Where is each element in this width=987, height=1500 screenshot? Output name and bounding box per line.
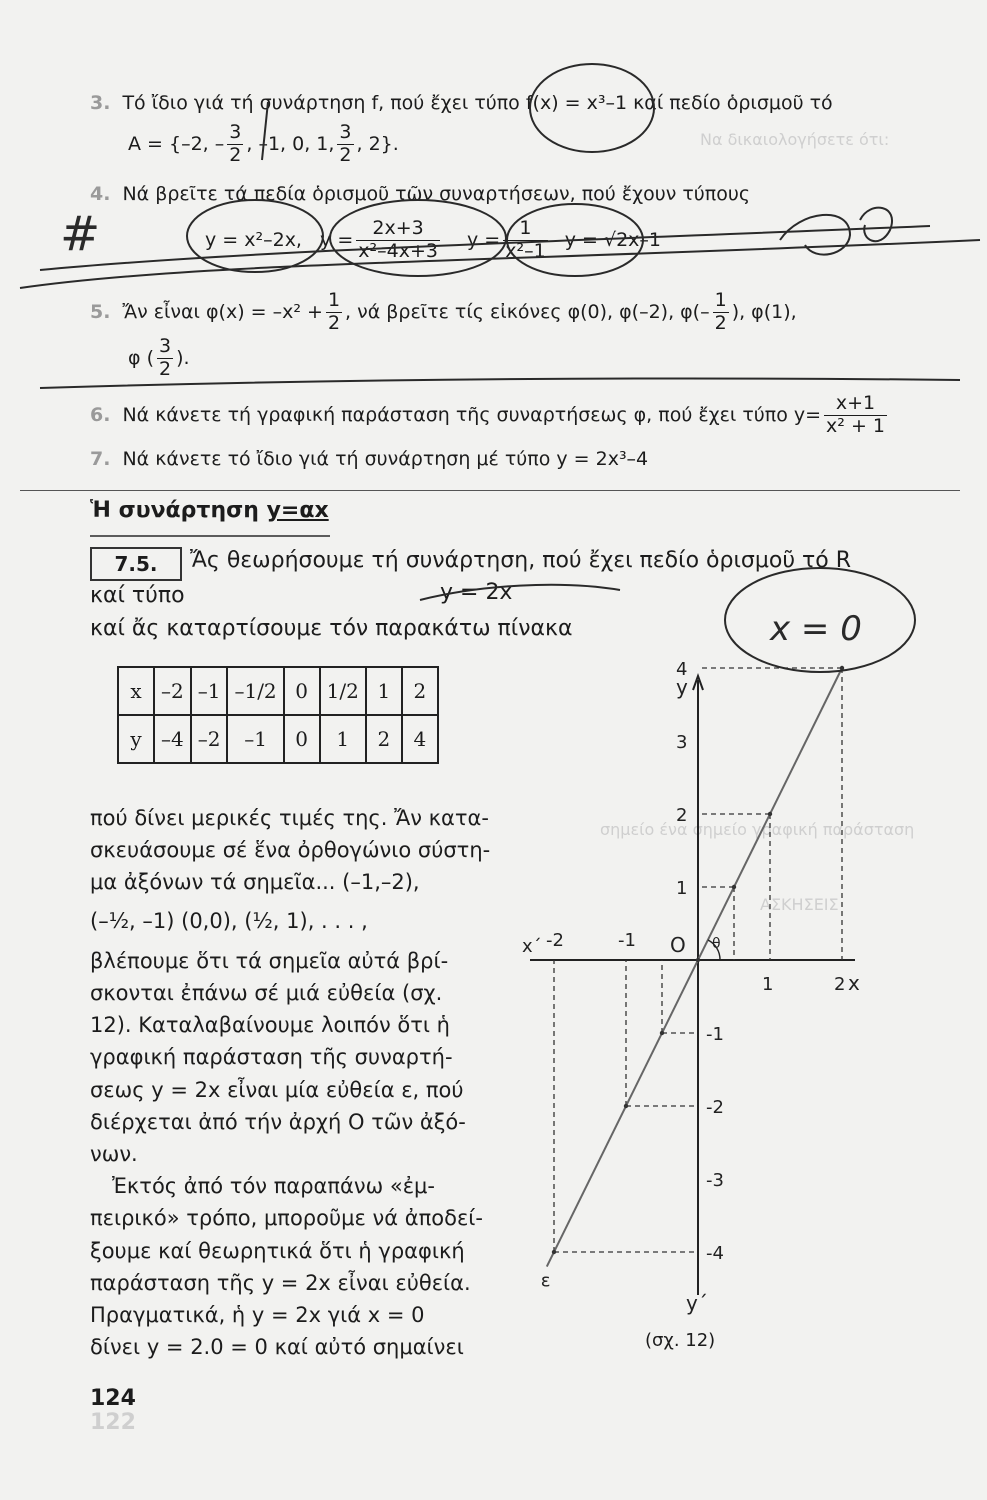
- numerator: 3: [339, 121, 352, 143]
- data-point: [768, 812, 772, 816]
- y-tick-label: 2: [676, 805, 688, 826]
- numerator: x+1: [835, 392, 876, 414]
- y-prime-label: y΄: [686, 1291, 708, 1315]
- section-title: [90, 498, 329, 523]
- body-line: παράσταση τῆς y = 2x εἶναι εὐθεία.: [90, 1270, 471, 1295]
- set-text: , 2}.: [356, 132, 399, 155]
- numerator: 2x+3: [372, 217, 424, 239]
- data-point: [732, 885, 736, 889]
- angle-label: θ: [712, 936, 721, 952]
- exercise-text: Νά κάνετε τή γραφική παράσταση τῆς συναρτήσεως φ, πού ἔχει τύπο y=: [122, 403, 822, 426]
- table-cell: 1: [320, 715, 366, 763]
- table-row-y: [118, 715, 438, 763]
- y-tick-label: 1: [676, 878, 688, 899]
- y-tick-label: -3: [706, 1170, 724, 1191]
- exercise-number: 4.: [90, 183, 111, 205]
- fraction: [824, 393, 887, 438]
- y-tick-label: -1: [706, 1024, 724, 1045]
- fraction: [713, 290, 729, 335]
- hash-mark: #: [60, 206, 101, 262]
- table-cell: 1: [366, 667, 402, 715]
- numerator: 3: [229, 121, 242, 143]
- table-cell: –4: [154, 715, 191, 763]
- numerator: 1: [519, 217, 532, 239]
- y-tick-label: -2: [706, 1097, 724, 1118]
- exercise-text: Νά βρεῖτε τά πεδία ὁρισμοῦ τῶν συναρτήσεων, πού ἔχουν τύπους: [122, 183, 750, 205]
- exercise-5-cont: [128, 336, 190, 381]
- exercise-3: [90, 92, 833, 115]
- exercise-5: [90, 290, 797, 335]
- formula-1: y = x²–2x,: [205, 228, 302, 251]
- formula-3-lhs: y =: [467, 228, 501, 251]
- body-line: σκευάσουμε σέ ἕνα ὀρθογώνιο σύστη-: [90, 838, 491, 863]
- formula-2-fraction: [356, 218, 440, 263]
- data-point: [660, 1031, 664, 1035]
- exercise-number: 3.: [90, 92, 111, 114]
- table-cell: –2: [191, 715, 228, 763]
- formula-3-fraction: [503, 218, 547, 263]
- denominator: 2: [159, 357, 172, 380]
- exercise-number: 6.: [90, 403, 111, 426]
- formula-2-lhs: y =: [320, 228, 354, 251]
- body-line: σκονται ἐπάνω σέ μιά εὐθεία (σχ.: [90, 981, 443, 1005]
- section-number-box: 7.5.: [90, 547, 182, 581]
- table-cell: 0: [284, 715, 320, 763]
- scribble: [780, 215, 850, 255]
- figure-caption: (σχ. 12): [645, 1330, 716, 1351]
- x-tick-label: 2: [834, 974, 846, 995]
- exercise-text: Τό ἴδιο γιά τή συνάρτηση f, πού ἔχει τύπο f(x) = x³–1 καί πεδίο ὁρισμοῦ τό: [122, 92, 833, 114]
- body-line: 12). Καταλαβαίνουμε λοιπόν ὅτι ἡ: [90, 1013, 450, 1038]
- table-header-x: x: [118, 667, 154, 715]
- table-cell: –1: [191, 667, 228, 715]
- y-tick-label: 4: [676, 660, 688, 680]
- body-line: διέρχεται ἀπό τήν ἀρχή Ο τῶν ἀξό-: [90, 1109, 466, 1134]
- table-row-x: [118, 667, 438, 715]
- set-text: , –1, 0, 1,: [246, 132, 335, 155]
- origin-label: O: [670, 933, 686, 957]
- body-line: βλέπουμε ὅτι τά σημεῖα αὐτά βρί-: [90, 948, 449, 973]
- section-line-3: καί ἄς καταρτίσουμε τόν παρακάτω πίνακα: [90, 616, 573, 641]
- y-tick-label: 3: [676, 732, 688, 753]
- denominator: 2: [229, 143, 242, 166]
- set-text: A = {–2, –: [128, 132, 225, 155]
- body-line: σεως y = 2x εἶναι μία εὐθεία ε, πού: [90, 1077, 464, 1102]
- body-line: πειρικό» τρόπο, μποροῦμε νά ἀποδεί-: [90, 1206, 483, 1231]
- table-cell: 0: [284, 667, 320, 715]
- denominator: 2: [714, 311, 727, 334]
- x-axis-label: x: [848, 971, 860, 995]
- line-epsilon: [547, 668, 842, 1267]
- body-line: ξουμε καί θεωρητικά ὅτι ἡ γραφική: [90, 1238, 465, 1263]
- exercise-text: , νά βρεῖτε τίς εἰκόνες φ(0), φ(–2), φ(–: [345, 300, 710, 323]
- denominator: x² + 1: [826, 414, 885, 437]
- x-tick-label: 1: [762, 974, 774, 995]
- title-formula: y=αx: [266, 498, 329, 523]
- exercise-text: φ (: [128, 346, 154, 369]
- section-line-2a: καί τύπο: [90, 583, 185, 608]
- x-prime-label: x΄: [522, 936, 542, 957]
- values-table: [117, 666, 439, 764]
- exercise-4-formulas: [205, 218, 661, 263]
- fraction: [337, 122, 353, 167]
- figure-12-graph: [510, 660, 870, 1320]
- circle-mark: [725, 568, 915, 672]
- bleed-through-text: Να δικαιολογήσετε ότι:: [700, 130, 890, 149]
- table-cell: –1/2: [227, 667, 283, 715]
- denominator: 2: [327, 311, 341, 334]
- exercise-3-set: [128, 122, 399, 167]
- denominator: 2: [339, 143, 352, 166]
- fraction: [326, 290, 342, 335]
- data-point: [840, 666, 844, 670]
- body-line: (–½, –1) (0,0), (½, 1), . . . ,: [90, 908, 368, 933]
- bleed-through-text: ΑΣΚΗΣΕΙΣ: [760, 895, 839, 914]
- separator-rule: [20, 490, 960, 491]
- table-header-y: y: [118, 715, 154, 763]
- y-tick-label: -4: [706, 1243, 724, 1264]
- body-line: Ἐκτός ἀπό τόν παραπάνω «ἐμ-: [112, 1174, 435, 1199]
- body-line: μα ἀξόνων τά σημεῖα... (–1,–2),: [90, 870, 420, 895]
- table-cell: 2: [366, 715, 402, 763]
- bleed-through-text: σημείο ένα σημείο γραφική παράσταση: [600, 820, 915, 839]
- table-cell: 2: [402, 667, 438, 715]
- exercise-text: ), φ(1),: [731, 300, 797, 323]
- x-tick-label: -1: [618, 930, 636, 951]
- exercise-7: [90, 448, 648, 471]
- body-line: Πραγματικά, ἡ y = 2x γιά x = 0: [90, 1303, 425, 1327]
- y-axis-label: y: [676, 675, 688, 699]
- numerator: 1: [327, 289, 341, 311]
- bleed-through-page-number: 122: [90, 1410, 136, 1435]
- data-point: [552, 1250, 556, 1254]
- section-line-1: Ἄς θεωρήσουμε τή συνάρτηση, πού ἔχει πεδίο ὁρισμοῦ τό R: [190, 548, 852, 573]
- numerator: 1: [714, 289, 727, 311]
- exercise-number: 7.: [90, 448, 111, 470]
- body-line: νων.: [90, 1142, 138, 1166]
- exercise-6: [90, 393, 890, 438]
- scribble: [860, 208, 892, 242]
- line-label: ε: [540, 1270, 551, 1292]
- body-line: πού δίνει μερικές τιμές της. Ἄν κατα-: [90, 806, 489, 830]
- exercise-text: Ἄν εἶναι φ(x) = –x² +: [122, 300, 323, 323]
- data-point: [696, 958, 700, 962]
- denominator: x²–4x+3: [358, 239, 438, 262]
- numerator: 3: [159, 335, 172, 357]
- fraction: [227, 122, 243, 167]
- handwritten-note: x = 0: [770, 609, 862, 649]
- exercise-number: 5.: [90, 300, 111, 323]
- title-text: Ἡ συνάρτηση: [90, 498, 267, 523]
- formula-4: y = √2x–1: [564, 228, 661, 251]
- x-tick-label: -2: [546, 930, 564, 951]
- section-line-2b: y = 2x: [440, 580, 513, 605]
- exercise-text: Νά κάνετε τό ἴδιο γιά τή συνάρτηση μέ τύπο y = 2x³–4: [122, 448, 649, 470]
- page-number: 124: [90, 1386, 136, 1411]
- exercise-4: [90, 183, 750, 206]
- table-cell: 1/2: [320, 667, 366, 715]
- table-cell: –1: [227, 715, 283, 763]
- body-line: δίνει y = 2.0 = 0 καί αὐτό σημαίνει: [90, 1335, 464, 1360]
- body-line: γραφική παράσταση τῆς συναρτή-: [90, 1045, 453, 1070]
- table-cell: –2: [154, 667, 191, 715]
- fraction: [157, 336, 173, 381]
- table-cell: 4: [402, 715, 438, 763]
- data-point: [624, 1104, 628, 1108]
- denominator: x²–1: [505, 239, 546, 262]
- exercise-text: ).: [176, 346, 190, 369]
